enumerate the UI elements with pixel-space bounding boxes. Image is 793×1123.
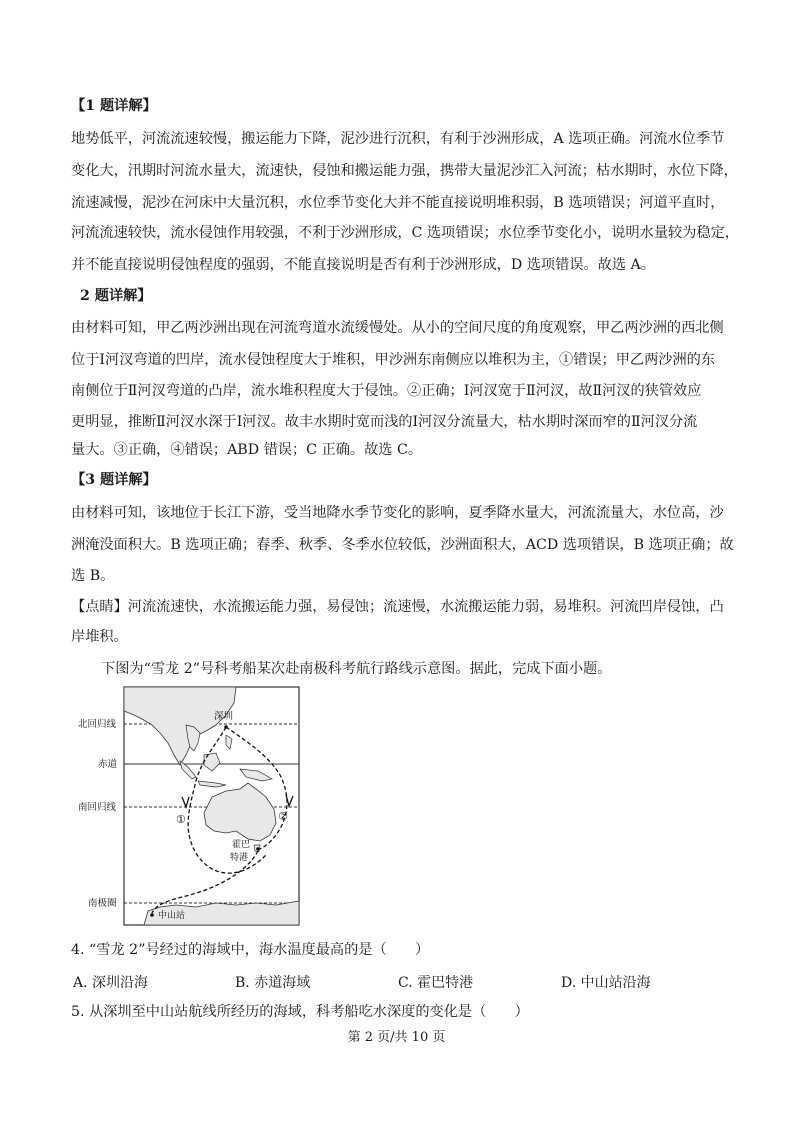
q1-line-2: 变化大，汛期时河流水量大，流速快，侵蚀和搬运能力强，携带大量泥沙汇入河流；枯水期时，水位下降， bbox=[71, 163, 738, 179]
hobart-marker bbox=[256, 847, 260, 851]
q4-option-b[interactable]: B. 赤道海域 bbox=[235, 975, 311, 991]
q4-option-a[interactable]: A. 深圳沿海 bbox=[73, 975, 149, 991]
q1-line-5: 并不能直接说明侵蚀程度的强弱，不能直接说明是否有利于沙洲形成，D 选项错误。故选 A。 bbox=[71, 257, 655, 273]
label-route-2: ② bbox=[278, 810, 288, 823]
shenzhen-marker bbox=[224, 725, 228, 729]
q4-option-d[interactable]: D. 中山站沿海 bbox=[561, 975, 651, 991]
label-route-1: ① bbox=[176, 813, 186, 826]
q2-line-5: 量大。③正确，④错误；ABD 错误；C 正确。故选 C。 bbox=[71, 442, 423, 458]
label-shenzhen: 深圳 bbox=[214, 711, 234, 722]
q1-line-4: 河流流速较快，流水侵蚀作用较强，不利于沙洲形成，C 选项错误；水位季节变化小，说明水量较为稳定， bbox=[71, 225, 739, 241]
route-map bbox=[76, 685, 321, 930]
q3-line-3: 选 B。 bbox=[71, 568, 115, 584]
map-intro: 下图为“雪龙 2”号科考船某次赴南极科考航行路线示意图。据此，完成下面小题。 bbox=[101, 661, 612, 677]
label-antarctic-circle: 南极圈 bbox=[88, 898, 117, 909]
q1-line-1: 地势低平，河流流速较慢，搬运能力下降，泥沙进行沉积，有利于沙洲形成，A 选项正确。河流水位季节 bbox=[71, 131, 725, 147]
heading-q3: 【3 题详解】 bbox=[71, 472, 157, 488]
heading-q2: 2 题详解】 bbox=[80, 288, 152, 304]
question-4: 4. “雪龙 2”号经过的海域中，海水温度最高的是（ ） bbox=[71, 942, 430, 958]
q3-line-2: 洲淹没面积大。B 选项正确；春季、秋季、冬季水位较低，沙洲面积大，ACD 选项错误，B 选项正确；故 bbox=[71, 537, 734, 553]
label-hobart-2: 特港 bbox=[230, 853, 249, 863]
key-point-line-1: 【点睛】河流流速快，水流搬运能力强，易侵蚀；流速慢，水流搬运能力弱，易堆积。河流凹岸侵蚀，凸 bbox=[71, 599, 724, 615]
q2-line-3: 南侧位于Ⅱ河汊弯道的凸岸，流水堆积程度大于侵蚀。②正确；Ⅰ河汊宽于Ⅱ河汊，故Ⅱ河汊的狭管效应 bbox=[71, 383, 702, 399]
label-tropic-of-cancer: 北回归线 bbox=[78, 719, 117, 730]
q2-line-2: 位于Ⅰ河汊弯道的凹岸，流水侵蚀程度大于堆积，甲沙洲东南侧应以堆积为主，①错误；甲乙两沙洲的东 bbox=[71, 352, 716, 368]
page-footer: 第 2 页/共 10 页 bbox=[347, 1030, 446, 1045]
heading-q1: 【1 题详解】 bbox=[71, 98, 157, 114]
q2-line-1: 由材料可知，甲乙两沙洲出现在河流弯道水流缓慢处。从小的空间尺度的角度观察，甲乙两沙洲的西北侧 bbox=[71, 320, 724, 336]
label-hobart-1: 霍巴 bbox=[232, 840, 251, 850]
q4-option-c[interactable]: C. 霍巴特港 bbox=[398, 975, 474, 991]
label-zhongshan: 中山站 bbox=[158, 911, 186, 921]
label-tropic-of-capricorn: 南回归线 bbox=[78, 802, 117, 813]
q1-line-3: 流速减慢，泥沙在河床中大量沉积，水位季节变化大并不能直接说明堆积弱，B 选项错误；河道平直时， bbox=[71, 195, 725, 211]
question-5: 5. 从深圳至中山站航线所经历的海域，科考船吃水深度的变化是（ ） bbox=[71, 1004, 529, 1020]
q3-line-1: 由材料可知，该地位于长江下游，受当地降水季节变化的影响，夏季降水量大，河流流量大，水位高，沙 bbox=[71, 505, 724, 521]
label-equator: 赤道 bbox=[98, 759, 118, 770]
q2-line-4: 更明显，推断Ⅱ河汊水深于Ⅰ河汊。故丰水期时宽而浅的Ⅰ河汊分流量大，枯水期时深而窄的Ⅱ河汊分流 bbox=[71, 414, 698, 430]
key-point-line-2: 岸堆积。 bbox=[71, 629, 128, 645]
zhongshan-marker bbox=[150, 913, 154, 917]
